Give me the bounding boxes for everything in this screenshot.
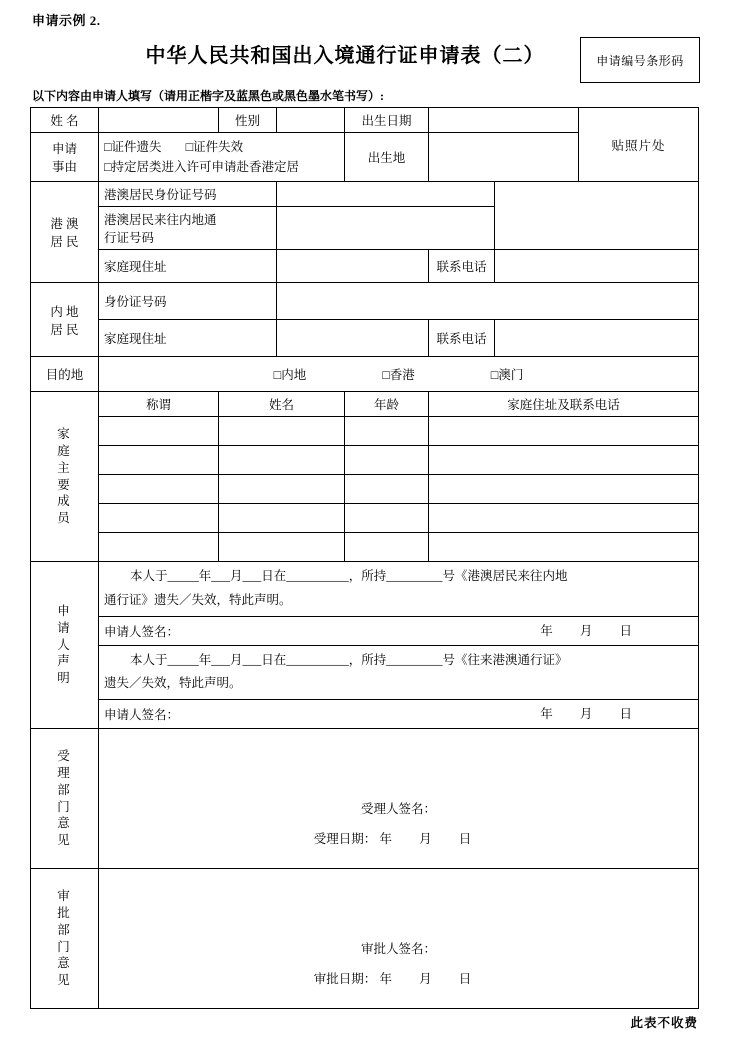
cell-age[interactable] bbox=[345, 533, 429, 562]
value-gender[interactable] bbox=[277, 108, 345, 133]
declaration-2-signature-row[interactable] bbox=[99, 700, 699, 729]
cell-address-phone[interactable] bbox=[429, 475, 699, 504]
accept-date-label bbox=[104, 824, 693, 854]
declaration-1-date: 年 月 日 bbox=[540, 623, 644, 638]
label-mainland-phone: 联系电话 bbox=[429, 320, 495, 357]
label-accept-dept: 受 理 部 门 意 见 bbox=[31, 729, 99, 869]
label-hkmo-travel-permit: 港澳居民来往内地通 行证号码 bbox=[99, 207, 277, 250]
table-row bbox=[31, 645, 699, 700]
table-row bbox=[31, 533, 699, 562]
example-label: 申请示例 2. bbox=[32, 13, 101, 28]
col-header-age: 年龄 bbox=[345, 392, 429, 417]
table-row bbox=[31, 283, 699, 320]
cell-address-phone[interactable] bbox=[429, 417, 699, 446]
cell-relation[interactable] bbox=[99, 504, 219, 533]
value-mainland-id-no[interactable] bbox=[277, 283, 699, 320]
accept-date-text: 受理日期： bbox=[313, 832, 377, 846]
cell-age[interactable] bbox=[345, 475, 429, 504]
photo-placeholder: 贴照片处 bbox=[579, 108, 699, 182]
table-row bbox=[31, 250, 699, 283]
table-row bbox=[31, 392, 699, 417]
cell-relation[interactable] bbox=[99, 446, 219, 475]
value-hkmo-travel-permit[interactable] bbox=[277, 207, 495, 250]
approve-date-text: 审批日期： bbox=[313, 972, 377, 986]
declaration-2-line2: 遗失／失效，特此声明。 bbox=[104, 676, 242, 691]
label-apply-reason: 申请 事由 bbox=[31, 133, 99, 182]
label-mainland-id-no: 身份证号码 bbox=[99, 283, 277, 320]
barcode-box: 申请编号条形码 bbox=[580, 37, 700, 83]
label-birth-place: 出生地 bbox=[345, 133, 429, 182]
label-destination: 目的地 bbox=[31, 357, 99, 392]
cell-address-phone[interactable] bbox=[429, 504, 699, 533]
label-mainland-home-address: 家庭现住址 bbox=[99, 320, 277, 357]
apply-reason-options[interactable] bbox=[99, 133, 345, 182]
approve-signer-label: 审批人签名： bbox=[360, 942, 436, 956]
col-header-relation: 称谓 bbox=[99, 392, 219, 417]
label-hkmo-phone: 联系电话 bbox=[429, 250, 495, 283]
label-declaration: 申 请 人 声 明 bbox=[31, 562, 99, 729]
photo-placeholder-lower bbox=[495, 182, 699, 250]
value-hkmo-id-no[interactable] bbox=[277, 182, 495, 207]
table-row bbox=[31, 446, 699, 475]
label-gender: 性别 bbox=[219, 108, 277, 133]
label-hkmo-resident: 港 澳 居 民 bbox=[31, 182, 99, 283]
title-row bbox=[30, 35, 700, 79]
table-row bbox=[31, 108, 699, 133]
table-row bbox=[31, 869, 699, 1009]
checkbox-dest-mainland[interactable]: □内地 bbox=[273, 368, 307, 382]
declaration-1-line1: 本人于_____年___月___日在__________，所持_________号《港澳居民来往内地 bbox=[130, 569, 568, 583]
checkbox-dest-macao[interactable]: □澳门 bbox=[490, 368, 524, 382]
destination-options[interactable] bbox=[99, 357, 699, 392]
table-row bbox=[31, 700, 699, 729]
label-name: 姓 名 bbox=[31, 108, 99, 133]
table-row bbox=[31, 475, 699, 504]
declaration-2-signature-label: 申请人签名： bbox=[104, 708, 180, 722]
declaration-2-date: 年 月 日 bbox=[540, 707, 644, 721]
approve-date-label bbox=[104, 964, 693, 994]
value-mainland-home-address[interactable] bbox=[277, 320, 429, 357]
cell-age[interactable] bbox=[345, 446, 429, 475]
value-mainland-phone[interactable] bbox=[495, 320, 699, 357]
instruction-text: 以下内容由申请人填写（请用正楷字及蓝黑色或黑色墨水笔书写）: bbox=[32, 89, 384, 103]
col-header-name: 姓名 bbox=[219, 392, 345, 417]
cell-name[interactable] bbox=[219, 417, 345, 446]
value-hkmo-home-address[interactable] bbox=[277, 250, 429, 283]
accept-dept-block[interactable] bbox=[99, 729, 699, 869]
checkbox-cert-expired[interactable]: □证件失效 bbox=[185, 140, 244, 154]
footer-note: 此表不收费 bbox=[630, 1016, 698, 1030]
cell-relation[interactable] bbox=[99, 417, 219, 446]
table-row bbox=[31, 357, 699, 392]
approve-date-ymd: 年 月 日 bbox=[379, 972, 484, 986]
declaration-2-line1: 本人于_____年___月___日在__________，所持_________号《往来港澳通行证》 bbox=[130, 652, 568, 667]
label-hkmo-id-no: 港澳居民身份证号码 bbox=[99, 182, 277, 207]
declaration-1-signature-row[interactable] bbox=[99, 616, 699, 645]
checkbox-settle-hk[interactable]: □持定居类进入许可申请赴香港定居 bbox=[104, 160, 300, 174]
cell-name[interactable] bbox=[219, 475, 345, 504]
cell-name[interactable] bbox=[219, 533, 345, 562]
approve-dept-block[interactable] bbox=[99, 869, 699, 1009]
table-row bbox=[31, 182, 699, 207]
cell-age[interactable] bbox=[345, 417, 429, 446]
col-header-address-phone: 家庭住址及联系电话 bbox=[429, 392, 699, 417]
value-name[interactable] bbox=[99, 108, 219, 133]
table-row bbox=[31, 320, 699, 357]
cell-age[interactable] bbox=[345, 504, 429, 533]
label-hkmo-home-address: 家庭现住址 bbox=[99, 250, 277, 283]
cell-name[interactable] bbox=[219, 446, 345, 475]
label-family-members: 家 庭 主 要 成 员 bbox=[31, 392, 99, 562]
accept-signer-label: 受理人签名： bbox=[360, 802, 436, 816]
accept-date-ymd: 年 月 日 bbox=[379, 832, 484, 846]
table-row bbox=[31, 504, 699, 533]
table-row bbox=[31, 562, 699, 617]
label-mainland-resident: 内 地 居 民 bbox=[31, 283, 99, 357]
declaration-1-text bbox=[99, 562, 699, 617]
table-row bbox=[31, 417, 699, 446]
cell-address-phone[interactable] bbox=[429, 533, 699, 562]
value-birth-place[interactable] bbox=[429, 133, 579, 182]
table-row bbox=[31, 616, 699, 645]
label-birth-date: 出生日期 bbox=[345, 108, 429, 133]
declaration-1-line2: 通行证》遗失／失效，特此声明。 bbox=[104, 592, 292, 607]
cell-address-phone[interactable] bbox=[429, 446, 699, 475]
table-row bbox=[31, 729, 699, 869]
page-title: 中华人民共和国出入境通行证申请表（二） bbox=[145, 45, 545, 67]
checkbox-cert-lost[interactable]: □证件遗失 bbox=[104, 140, 162, 154]
cell-name[interactable] bbox=[219, 504, 345, 533]
declaration-1-signature-label: 申请人签名： bbox=[104, 624, 180, 639]
cell-relation[interactable] bbox=[99, 533, 219, 562]
declaration-2-text bbox=[99, 645, 699, 700]
value-hkmo-phone[interactable] bbox=[495, 250, 699, 283]
label-approve-dept: 审 批 部 门 意 见 bbox=[31, 869, 99, 1009]
cell-relation[interactable] bbox=[99, 475, 219, 504]
checkbox-dest-hongkong[interactable]: □香港 bbox=[382, 368, 415, 382]
value-birth-date[interactable] bbox=[429, 108, 579, 133]
application-form-table bbox=[30, 107, 699, 1009]
